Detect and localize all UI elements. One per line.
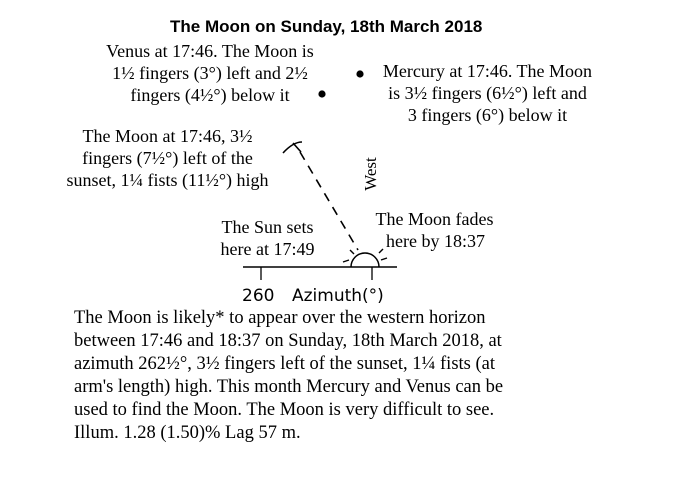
venus-label-line: 1½ fingers (3°) left and 2½ — [112, 63, 308, 83]
description-line: Illum. 1.28 (1.50)% Lag 57 m. — [74, 423, 301, 443]
moon-path — [300, 152, 358, 250]
moon-label-line: sunset, 1¼ fists (11½°) high — [66, 170, 269, 190]
moon-label-line: The Moon at 17:46, 3½ — [82, 126, 253, 146]
description-line: azimuth 262½°, 3½ fingers left of the sunset, 1¼ fists (at — [74, 354, 496, 374]
fade-label-line: here by 18:37 — [386, 231, 485, 251]
sunset-label-line: The Sun sets — [221, 217, 314, 237]
sunset-label-line: here at 17:49 — [220, 239, 315, 259]
description-line: The Moon is likely* to appear over the western horizon — [74, 308, 486, 328]
mercury-label-line: is 3½ fingers (6½°) left and — [388, 83, 587, 103]
axis-title: Azimuth(°) — [292, 286, 384, 306]
description-paragraph — [74, 307, 581, 445]
diagram-title: The Moon on Sunday, 18th March 2018 — [170, 17, 483, 36]
venus-label-line: fingers (4½°) below it — [130, 85, 290, 105]
west-label: West — [361, 157, 380, 191]
description-line: between 17:46 and 18:37 on Sunday, 18th March 2018, at — [74, 331, 502, 351]
mercury-label-line: Mercury at 17:46. The Moon — [382, 61, 593, 81]
axis-tick-label: 260 — [242, 286, 275, 306]
description-line: arm's length) high. This month Mercury and Venus can be — [74, 377, 504, 397]
fade-label-line: The Moon fades — [375, 209, 494, 229]
sun-icon — [351, 253, 379, 267]
mercury-label-line: 3 fingers (6°) below it — [407, 105, 568, 125]
moon-label-line: fingers (7½°) left of the — [82, 148, 253, 168]
description-line: used to find the Moon. The Moon is very difficult to see. — [74, 400, 495, 420]
moon-crescent-icon — [283, 142, 302, 153]
sun-rays — [343, 249, 387, 262]
venus-label-line: Venus at 17:46. The Moon is — [106, 41, 314, 61]
mercury-dot — [356, 70, 363, 77]
venus-dot — [318, 90, 325, 97]
